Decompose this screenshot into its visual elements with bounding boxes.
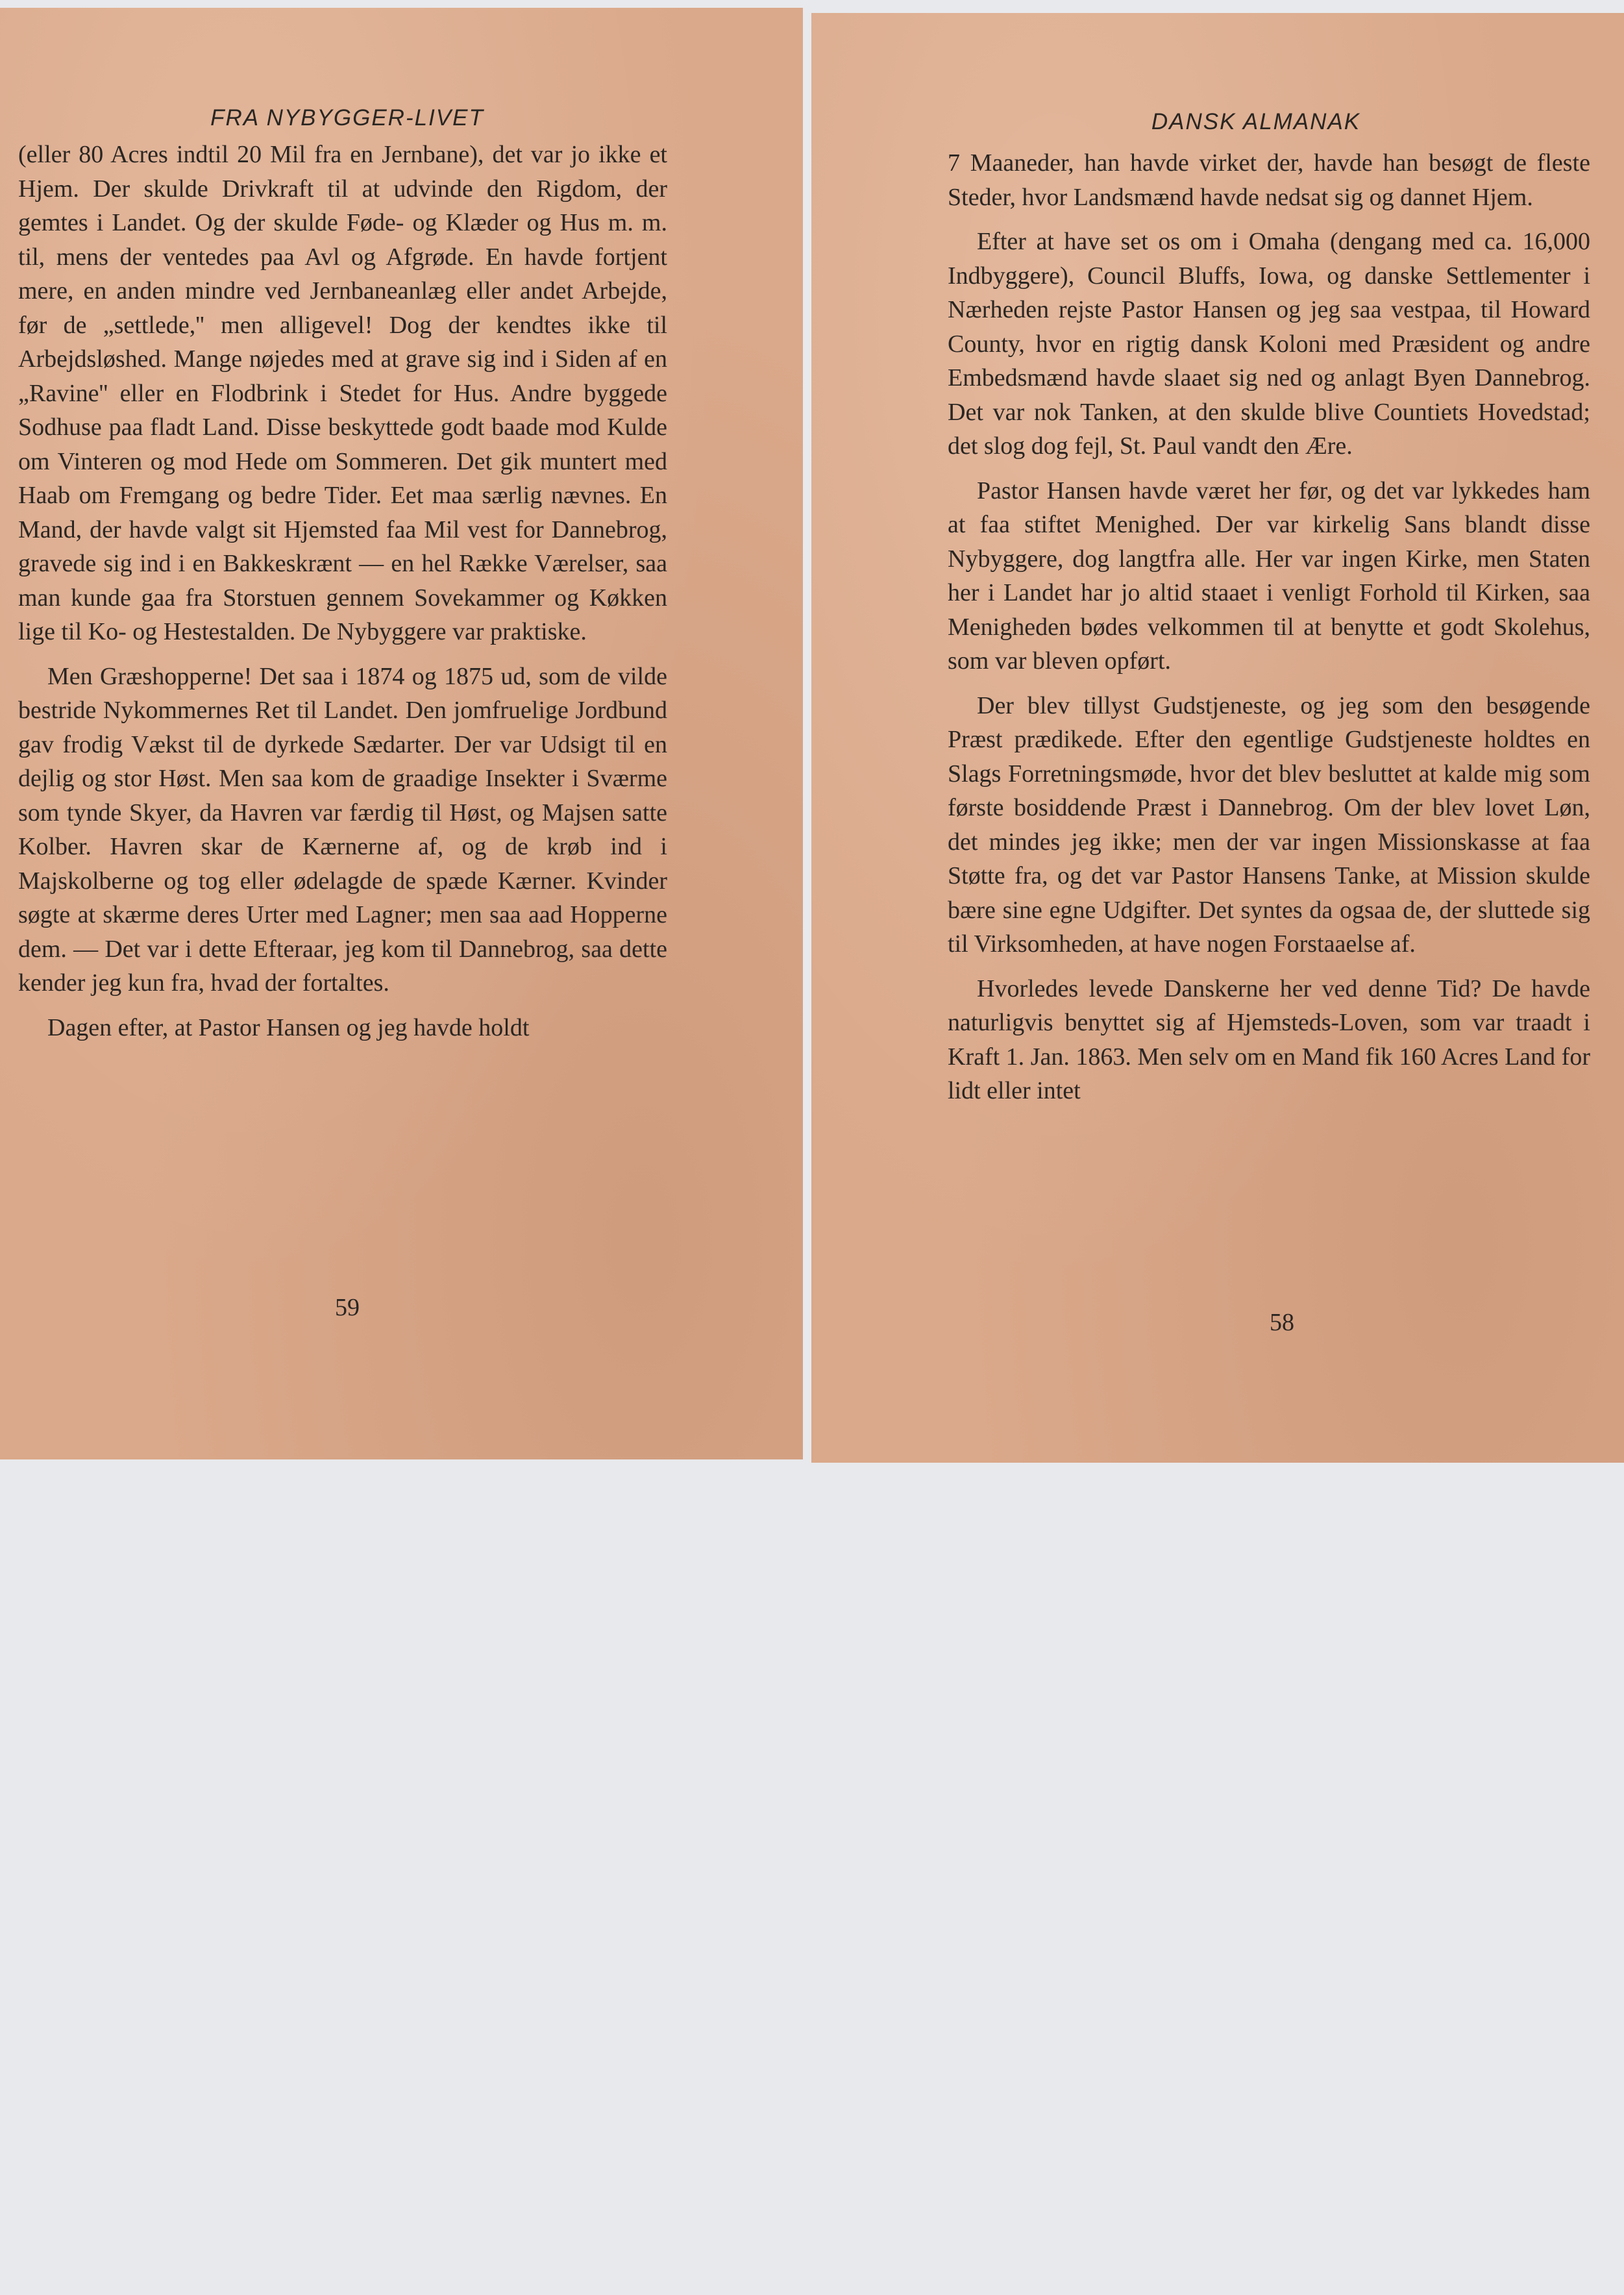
paragraph: Dagen efter, at Pastor Hansen og jeg havde holdt bbox=[47, 1013, 530, 1041]
running-header: DANSK ALMANAK bbox=[1151, 109, 1361, 134]
paragraph: (eller 80 Acres indtil 20 Mil fra en Jernbane), det var jo ikke et Hjem. Der skulde Drivkraft til at udvinde den Rigdom, der gemtes i Landet. Og der skulde Føde- og Klæder og Hus m. m. til, mens der ventedes paa Avl og Afgrøde. En havde fortjent mere, en anden mindre ved Jernbaneanlæg eller andet Arbejde, før de „settlede,'' men alligevel! Dog der kendtes ikke til Arbejdsløshed. Mange nøjedes med at grave sig ind i Siden af en „Ravine'' eller en Flodbrink i Stedet for Hus. Andre byggede Sodhuse paa fladt Land. Disse beskyttede godt baade mod Kulde om Vinteren og mod Hede om Sommeren. Det gik muntert med Haab om Fremgang og bedre Tider. Eet maa særlig nævnes. En Mand, der havde valgt sit Hjemsted faa Mil vest for Dannebrog, gravede sig ind i en Bakkeskrænt — en hel Række Værelser, saa man kunde gaa fra Storstuen gennem Sovekammer og Køkken lige til Ko- og Hestestalden. De Nybyggere var praktiske. bbox=[18, 141, 667, 645]
paragraph: Men Græshopperne! Det saa i 1874 og 1875 ud, som de vilde bestride Nykommernes Ret til Landet. Den jomfruelige Jordbund gav frodig Vækst til de dyrkede Sædarter. Der var Udsigt til en dejlig og stor Høst. Men saa kom de graadige Insekter i Sværme som tynde Skyer, da Havren var færdig til Høst, og Majsen satte Kolber. Havren skar de Kærnerne af, og de krøb ind i Majskolberne og tog eller ødelagde de spæde Kærner. Kvinder søgte at skærme deres Urter med Lagner; men saa aad Hopperne dem. — Det var i dette Efteraar, jeg kom til Dannebrog, saa dette kender jeg kun fra, hvad der fortaltes. bbox=[18, 662, 667, 997]
page-number: 59 bbox=[335, 1294, 360, 1321]
running-header: FRA NYBYGGER-LIVET bbox=[210, 105, 484, 130]
body-text bbox=[948, 146, 1590, 1119]
page-number: 58 bbox=[1270, 1309, 1294, 1336]
paragraph: Der blev tillyst Gudstjeneste, og jeg som den besøgende Præst prædikede. Efter den egentlige Gudstjeneste holdtes en Slags Forretningsmøde, hvor det blev besluttet at kalde mig som første bosiddende Præst i Dannebrog. Om der blev lovet Løn, det mindes jeg ikke; men der var ingen Missionskasse at faa Støtte fra, og det var Pastor Hansens Tanke, at Mission skulde bære sine egne Udgifter. Det syntes da ogsaa de, der sluttede sig til Virksomheden, at have nogen Forstaaelse af. bbox=[948, 691, 1590, 958]
left-page bbox=[0, 8, 803, 1459]
paragraph: 7 Maaneder, han havde virket der, havde han besøgt de fleste Steder, hvor Landsmænd havde nedsat sig og dannet Hjem. bbox=[948, 149, 1590, 211]
paragraph: Hvorledes levede Danskerne her ved denne Tid? De havde naturligvis benyttet sig af Hjemsteds-Loven, som var traadt i Kraft 1. Jan. 1863. Men selv om en Mand fik 160 Acres Land for lidt eller intet bbox=[948, 974, 1590, 1104]
body-text bbox=[18, 138, 667, 1055]
right-page bbox=[811, 13, 1624, 1463]
paragraph: Pastor Hansen havde været her før, og det var lykkedes ham at faa stiftet Menighed. Der var kirkelig Sans blandt disse Nybyggere, dog langtfra alle. Her var ingen Kirke, men Staten her i Landet har jo altid staaet i venligt Forhold til Kirken, saa Menigheden bødes velkommen til at benytte et godt Skolehus, som var bleven opført. bbox=[948, 477, 1590, 675]
paragraph: Efter at have set os om i Omaha (dengang med ca. 16,000 Indbyggere), Council Bluffs, Iowa, og danske Settlementer i Nærheden rejste Pastor Hansen og jeg saa vestpaa, til Howard County, hvor en rigtig dansk Koloni med Præsident og andre Embedsmænd havde slaaet sig ned og anlagt Byen Dannebrog. Det var nok Tanken, at den skulde blive Countiets Hovedstad; det slog dog fejl, St. Paul vandt den Ære. bbox=[948, 228, 1590, 460]
